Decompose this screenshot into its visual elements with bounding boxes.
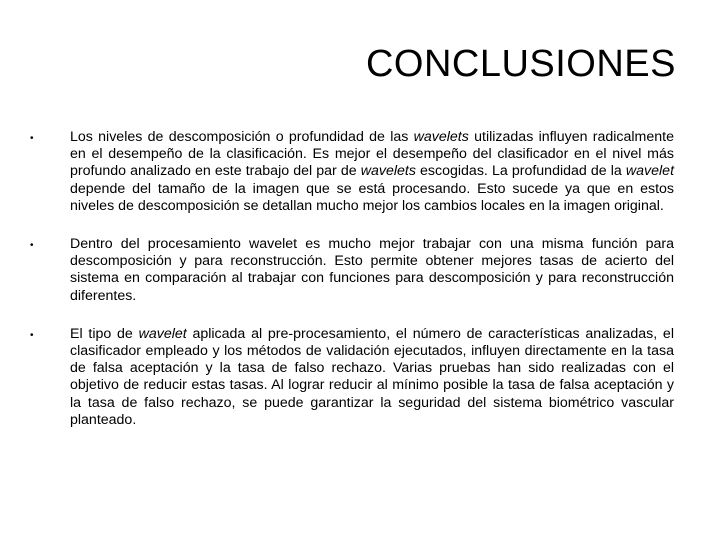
bullet-marker: •	[30, 133, 34, 144]
slide-title: CONCLUSIONES	[365, 43, 676, 85]
bullet-text	[70, 129, 674, 215]
text-segment: Dentro del procesamiento wavelet es mucho mejor trabajar con una misma función para descomposición y para reconstrucción. Esto permite obtener mejores tasas de acierto del sistema en comparación al trabajar con funciones para descomposición y para reconstrucción diferentes.	[70, 236, 674, 304]
italic-term: wavelets	[360, 163, 416, 180]
text-segment: aplicada al pre-procesamiento, el número de características analizadas, el clasificador empleado y los métodos de validación ejecutados, influyen directamente en la tasa de falsa aceptación y la tasa de falso rechazo. Varias pruebas han sido realizadas con el objetivo de reducir estas tasas. Al lograr reducir al mínimo posible la tasa de falsa aceptación y la tasa de falso rechazo, se puede garantizar la seguridad del sistema biométrico vascular planteado.	[70, 325, 674, 428]
text-segment: Los niveles de descomposición o profundidad de las	[70, 129, 414, 145]
text-segment: El tipo de	[70, 325, 139, 342]
bullet-item	[30, 326, 674, 429]
text-segment: depende del tamaño de la imagen que se está procesando. Esto sucede ya que en estos niveles de descomposición se detallan mucho mejor los cambios locales en la imagen original.	[70, 180, 674, 214]
text-segment: escogidas. La profundidad de la	[415, 163, 626, 180]
italic-term: wavelet	[138, 325, 187, 342]
bullet-text	[70, 326, 674, 429]
bullet-item	[30, 236, 674, 305]
text-segment: utilizadas influyen radicalmente en el desempeño de la clasificación. Es mejor el desempeño del clasificador en el nivel más profundo analizado en este trabajo del par de	[70, 129, 674, 180]
bullet-item	[30, 129, 674, 215]
bullet-marker: •	[30, 240, 34, 252]
bullet-text	[70, 236, 674, 305]
italic-term: wavelet	[625, 163, 675, 180]
italic-term: wavelets	[413, 129, 469, 145]
bullet-marker: •	[30, 329, 34, 341]
bullet-list	[30, 129, 674, 450]
